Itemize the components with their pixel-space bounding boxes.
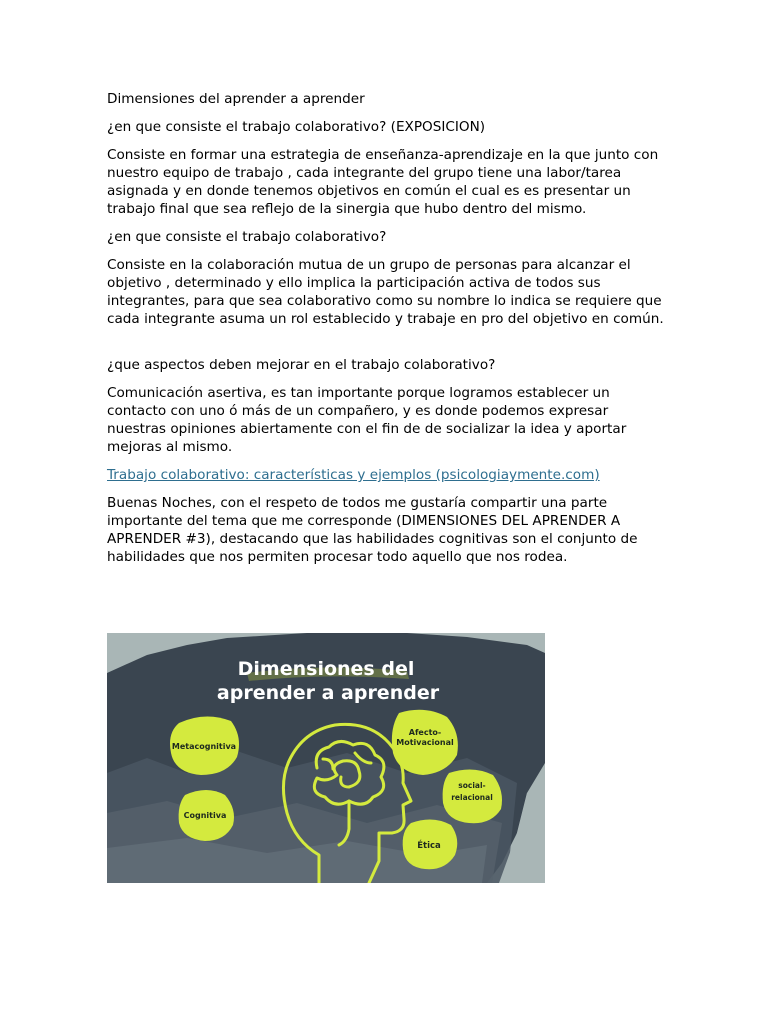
infographic-title-line-2: aprender a aprender [216, 682, 440, 704]
document-body [107, 90, 667, 566]
reference-link-paragraph [107, 466, 667, 484]
label-afecto-line-1: Afecto- [408, 728, 442, 737]
infographic-title-line-1: Dimensiones del [237, 658, 415, 680]
answer-1: Consiste en formar una estrategia de enseñanza-aprendizaje en la que junto con nuestro equipo de trabajo , cada integrante del grupo tiene una labor/tarea asignada y en donde tenemos objetivos en común el cual es es presentar un trabajo final que sea reflejo de la sinergia que hubo dentro del mismo. [107, 147, 659, 217]
reference-link[interactable]: Trabajo colaborativo: características y ejemplos (psicologiaymente.com) [107, 467, 600, 483]
label-afecto-line-2: Motivacional [396, 738, 454, 747]
question-3: ¿que aspectos deben mejorar en el trabajo colaborativo? [107, 357, 496, 373]
label-social-line-2: relacional [451, 793, 493, 802]
document-title: Dimensiones del aprender a aprender [107, 91, 365, 107]
closing-paragraph: Buenas Noches, con el respeto de todos me gustaría compartir una parte importante del tema que me corresponde (DIMENSIONES DEL APRENDER A APRENDER #3), destacando que las habilidades cognitivas son el conjunto de habilidades que nos permiten procesar todo aquello que nos rodea. [107, 495, 638, 565]
label-metacognitiva: Metacognitiva [171, 742, 237, 751]
infographic-svg [107, 633, 545, 883]
label-social-line-1: social- [458, 781, 486, 790]
answer-2: Consiste en la colaboración mutua de un grupo de personas para alcanzar el objetivo , determinado y ello implica la participación activa de todos sus integrantes, para que sea colaborativo como su nombre lo indica se requiere que cada integrante asuma un rol establecido y trabaje en pro del objetivo en común. [107, 257, 664, 327]
infographic-image [107, 633, 545, 883]
question-1: ¿en que consiste el trabajo colaborativo? (EXPOSICION) [107, 119, 486, 135]
label-cognitiva: Cognitiva [183, 811, 227, 820]
answer-3: Comunicación asertiva, es tan importante porque logramos establecer un contacto con uno ó más de un compañero, y es donde podemos expresar nuestras opiniones abiertamente con el fin de de socializar la idea y aportar mejoras al mismo. [107, 385, 627, 455]
question-2: ¿en que consiste el trabajo colaborativo? [107, 229, 387, 245]
blank-line [107, 328, 667, 346]
label-etica: Ética [417, 841, 441, 851]
